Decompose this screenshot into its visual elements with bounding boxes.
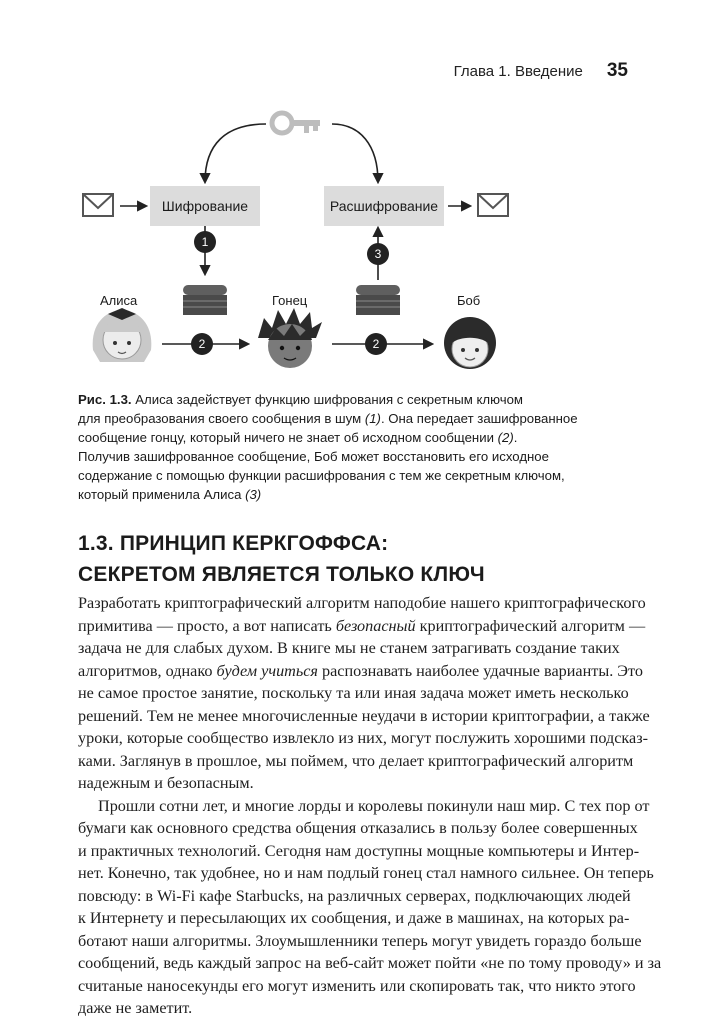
- bob-avatar: [444, 317, 496, 369]
- text-line: [78, 615, 646, 638]
- figure-caption: [78, 390, 638, 504]
- text-span: криптографический алгоритм —: [415, 616, 646, 635]
- step-badge-3: 3: [367, 243, 389, 265]
- figure-1-3: [60, 100, 660, 380]
- caption-ref: (2): [497, 430, 514, 445]
- caption-line: содержание с помощью функции расшифрования с тем же секретным ключом,: [78, 468, 565, 483]
- text-line: уроки, которые сообщество извлекло из них, могут послужить хорошими подсказ-: [78, 729, 649, 747]
- alice-label: Алиса: [100, 293, 138, 308]
- text-line: [78, 660, 643, 683]
- section-heading: [78, 528, 485, 590]
- caption-line: .: [513, 430, 518, 445]
- figure-graphics: [60, 100, 660, 380]
- emphasis: безопасный: [335, 616, 416, 635]
- text-line: даже не заметит.: [78, 999, 193, 1017]
- chapter-title: Глава 1. Введение: [453, 63, 583, 80]
- courier-label: Гонец: [272, 293, 308, 308]
- caption-line: для преобразования своего сообщения в шум: [78, 411, 365, 426]
- caption-line: . Она передает зашифрованное: [380, 411, 578, 426]
- text-line: Прошли сотни лет, и многие лорды и королевы покинули наш мир. С тех пор от: [98, 796, 650, 815]
- chest-icon: [356, 285, 400, 315]
- caption-line: сообщение гонцу, который ничего не знает об исходном сообщении: [78, 430, 498, 445]
- text-line: надежным и безопасным.: [78, 774, 254, 792]
- section-title-line: СЕКРЕТОМ ЯВЛЯЕТСЯ ТОЛЬКО КЛЮЧ: [78, 563, 485, 586]
- body-text: [78, 592, 662, 1020]
- text-line: и практичных технологий. Сегодня нам доступны мощные компьютеры и Интер-: [78, 841, 640, 860]
- caption-ref: (3): [245, 487, 262, 502]
- caption-line: Получив зашифрованное сообщение, Боб может восстановить его исходное: [78, 449, 549, 464]
- text-line: ботают наши алгоритмы. Злоумышленники теперь могут увидеть гораздо больше: [78, 931, 642, 950]
- encrypt-box: Шифрование: [150, 186, 260, 226]
- text-line: бумаги как основного средства общения отказались в пользу более совершенных: [78, 819, 638, 837]
- text-line: задача не для слабых духом. В книге мы не станем затрагивать создание таких: [78, 639, 620, 657]
- caption-line: который применила Алиса: [78, 487, 246, 502]
- emphasis: будем учиться: [216, 661, 318, 680]
- step-badge-2: 2: [365, 333, 387, 355]
- decrypt-box: Расшифрование: [324, 186, 444, 226]
- text-line: ками. Заглянув в прошлое, мы поймем, что делает криптографический алгоритм: [78, 751, 634, 770]
- envelope-icon: [83, 194, 113, 216]
- caption-ref: (1): [364, 411, 381, 426]
- text-line: считаные наносекунды его могут изменить или скопировать так, что никто этого: [78, 976, 636, 995]
- caption-line: Алиса задействует функцию шифрования с секретным ключом: [135, 392, 523, 407]
- text-line: сообщений, ведь каждый запрос на веб-сайт может пойти «не по тому проводу» и за: [78, 954, 662, 972]
- text-span: алгоритмов, однако: [78, 661, 217, 680]
- envelope-icon: [478, 194, 508, 216]
- step-badge-1: 1: [194, 231, 216, 253]
- text-line: к Интернету и пересылающих их сообщения, и даже в машинах, на которых ра-: [78, 909, 630, 927]
- text-line: решений. Тем не менее многочисленные неудачи в истории криптографии, а также: [78, 706, 650, 725]
- running-header: [454, 60, 628, 82]
- caption-label: Рис. 1.3.: [78, 392, 132, 407]
- alice-avatar: [93, 308, 152, 362]
- text-line: повсюду: в Wi-Fi кафе Starbucks, на различных серверах, подключающих людей: [78, 886, 631, 905]
- section-title-line: 1.3. ПРИНЦИП КЕРКГОФФСА:: [78, 532, 389, 555]
- key-icon: [272, 113, 320, 133]
- text-line: нет. Конечно, так удобнее, но и нам подлый гонец стал намного сильнее. Он теперь: [78, 864, 654, 882]
- page-number: 35: [606, 60, 628, 81]
- courier-avatar: [258, 308, 322, 368]
- text-span: распознавать наиболее удачные варианты. Это: [317, 661, 643, 680]
- text-line: Разработать криптографический алгоритм наподобие нашего криптографического: [78, 594, 646, 612]
- chest-icon: [183, 285, 227, 315]
- step-badge-2: 2: [191, 333, 213, 355]
- text-line: не самое простое занятие, поскольку та или иная задача может иметь несколько: [78, 684, 629, 702]
- bob-label: Боб: [457, 293, 481, 308]
- text-span: примитива — просто, а вот написать: [78, 616, 336, 635]
